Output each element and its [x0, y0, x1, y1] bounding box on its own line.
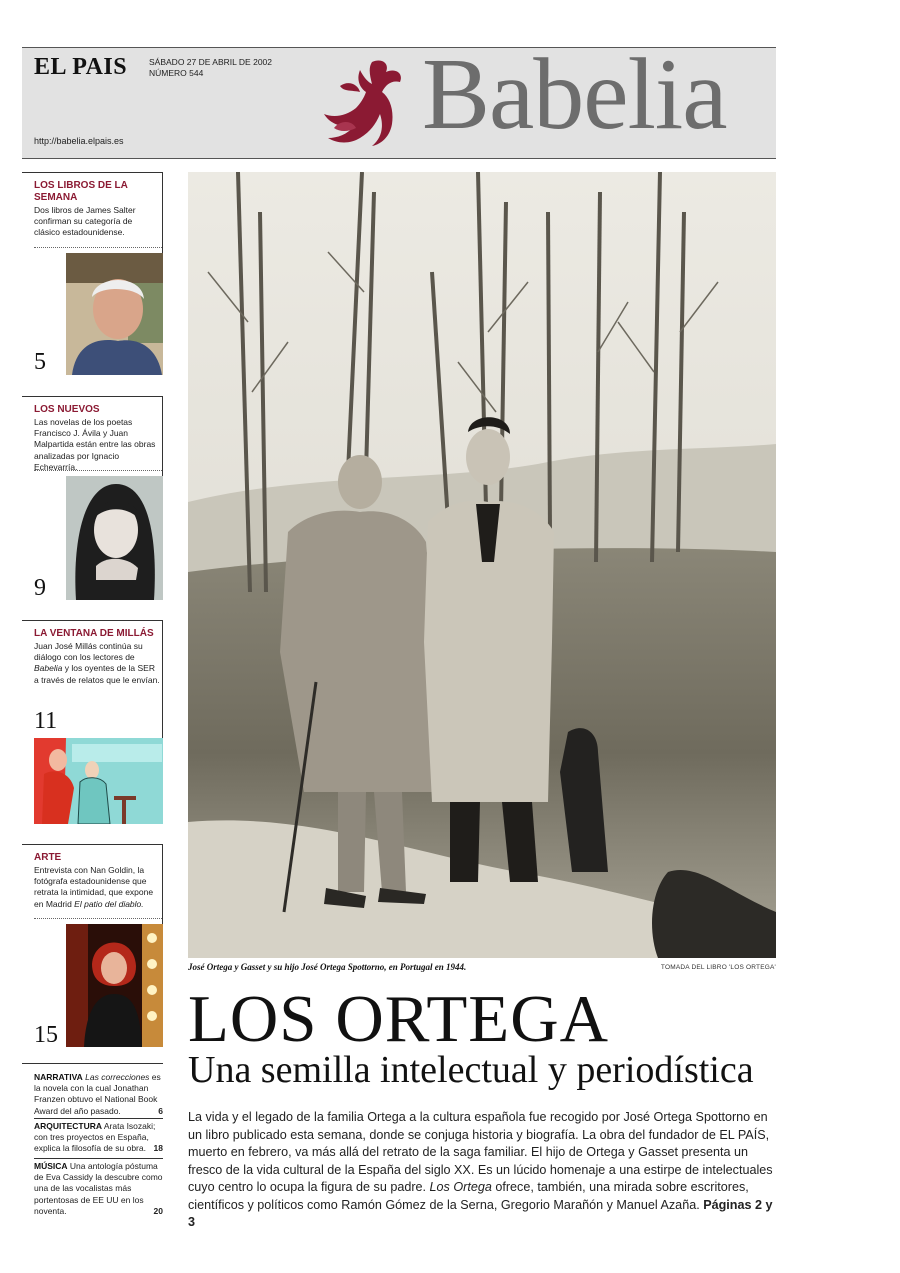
sidebar-item-nuevos[interactable]: [22, 396, 163, 600]
dotted-divider: [34, 918, 162, 919]
sidebar-briefs: [22, 1063, 163, 1216]
brief-divider: [34, 1158, 163, 1159]
sidebar-item-title: LOS NUEVOS: [34, 404, 100, 415]
sidebar-item-text: Juan José Millás continúa su diálogo con los lectores de Babelia y los oyentes de la SER a través de relatos que le envían.: [34, 641, 160, 685]
sidebar-item-title: LA VENTANA DE MILLÁS: [34, 628, 154, 639]
brief-musica[interactable]: MÚSICA Una antología póstuma de Eva Cassidy la descubre como una de las vocalistas más portentosas de EE UU en los noventa. 20: [34, 1161, 163, 1216]
page-number: 5: [34, 349, 46, 375]
brief-arquitectura[interactable]: ARQUITECTURA Arata Isozaki; con tres proyectos en España, explica la filosofía de su obra. 18: [34, 1121, 163, 1154]
sidebar-item-title: ARTE: [34, 852, 62, 863]
sidebar-item-text: Las novelas de los poetas Francisco J. Ávila y Juan Malpartida están entre las obras analizadas por Ignacio Echevarría.: [34, 417, 156, 472]
illustration-cafe-photo[interactable]: [34, 738, 163, 824]
babelia-flower-logo-icon: [320, 58, 415, 148]
portrait-older-man-photo[interactable]: [66, 253, 163, 375]
issue-date: SÁBADO 27 DE ABRIL DE 2002: [149, 57, 272, 67]
photo-caption: José Ortega y Gasset y su hijo José Ortega Spottorno, en Portugal en 1944.: [188, 962, 467, 972]
subheadline: Una semilla intelectual y periodística: [188, 1049, 754, 1091]
brief-divider: [34, 1118, 163, 1119]
lead-paragraph: La vida y el legado de la familia Ortega a la cultura española fue recogido por José Ortega Spottorno en un libro publicado esta semana, donde se conjuga historia y biografía. La obra del fundador de EL PAÍS, muerto en febrero, va más allá del retrato de la saga familiar. El hijo de Ortega y Gasset presenta un fresco de la vida cultural de la España del siglo XX. Es un lúcido homenaje a una estirpe de intelectuales cuyo centro lo ocupa la figura de su padre. Los Ortega ofrece, también, una mirada sobre escritores, científicos y políticos como Ramón Gómez de la Serna, Gregorio Marañón y Manuel Azaña. Páginas 2 y 3: [188, 1110, 773, 1229]
brief-narrativa[interactable]: NARRATIVA Las correcciones es la novela con la cual Jonathan Franzen obtuvo el National Book Award del año pasado. 6: [34, 1072, 163, 1116]
page-number: 15: [34, 1022, 58, 1048]
newspaper-name: EL PAIS: [34, 54, 128, 80]
portrait-woman-red-photo[interactable]: [66, 924, 163, 1047]
photo-credit: TOMADA DEL LIBRO 'LOS ORTEGA': [660, 964, 776, 971]
dotted-divider: [34, 470, 162, 471]
brief-page: 18: [153, 1143, 163, 1154]
dateline: [149, 57, 272, 79]
main-photo[interactable]: [188, 172, 776, 958]
sidebar-item-title: LOS LIBROS DE LA SEMANA: [34, 180, 128, 203]
portrait-young-woman-photo[interactable]: [66, 476, 163, 600]
brief-page: 20: [153, 1205, 163, 1216]
sidebar-item-millas[interactable]: [22, 620, 163, 824]
dotted-divider: [34, 247, 162, 248]
headline[interactable]: LOS ORTEGA: [188, 982, 609, 1056]
website-link[interactable]: http://babelia.elpais.es: [34, 136, 124, 146]
supplement-title: Babelia: [422, 38, 727, 151]
masthead: [22, 38, 776, 159]
pages-link[interactable]: Páginas 2 y 3: [188, 1197, 773, 1229]
sidebar-item-libros[interactable]: [22, 172, 163, 375]
page-number: 11: [34, 708, 58, 734]
sidebar-item-text: Dos libros de James Salter confirman su categoría de clásico estadounidense.: [34, 205, 136, 238]
brief-page: 6: [158, 1105, 163, 1116]
page-number: 9: [34, 575, 46, 601]
issue-number: NÚMERO 544: [149, 68, 204, 78]
sidebar-item-text: Entrevista con Nan Goldin, la fotógrafa estadounidense que retrata la intimidad, que expone en Madrid El patio del diablo.: [34, 865, 154, 909]
sidebar-item-arte[interactable]: [22, 844, 163, 1047]
